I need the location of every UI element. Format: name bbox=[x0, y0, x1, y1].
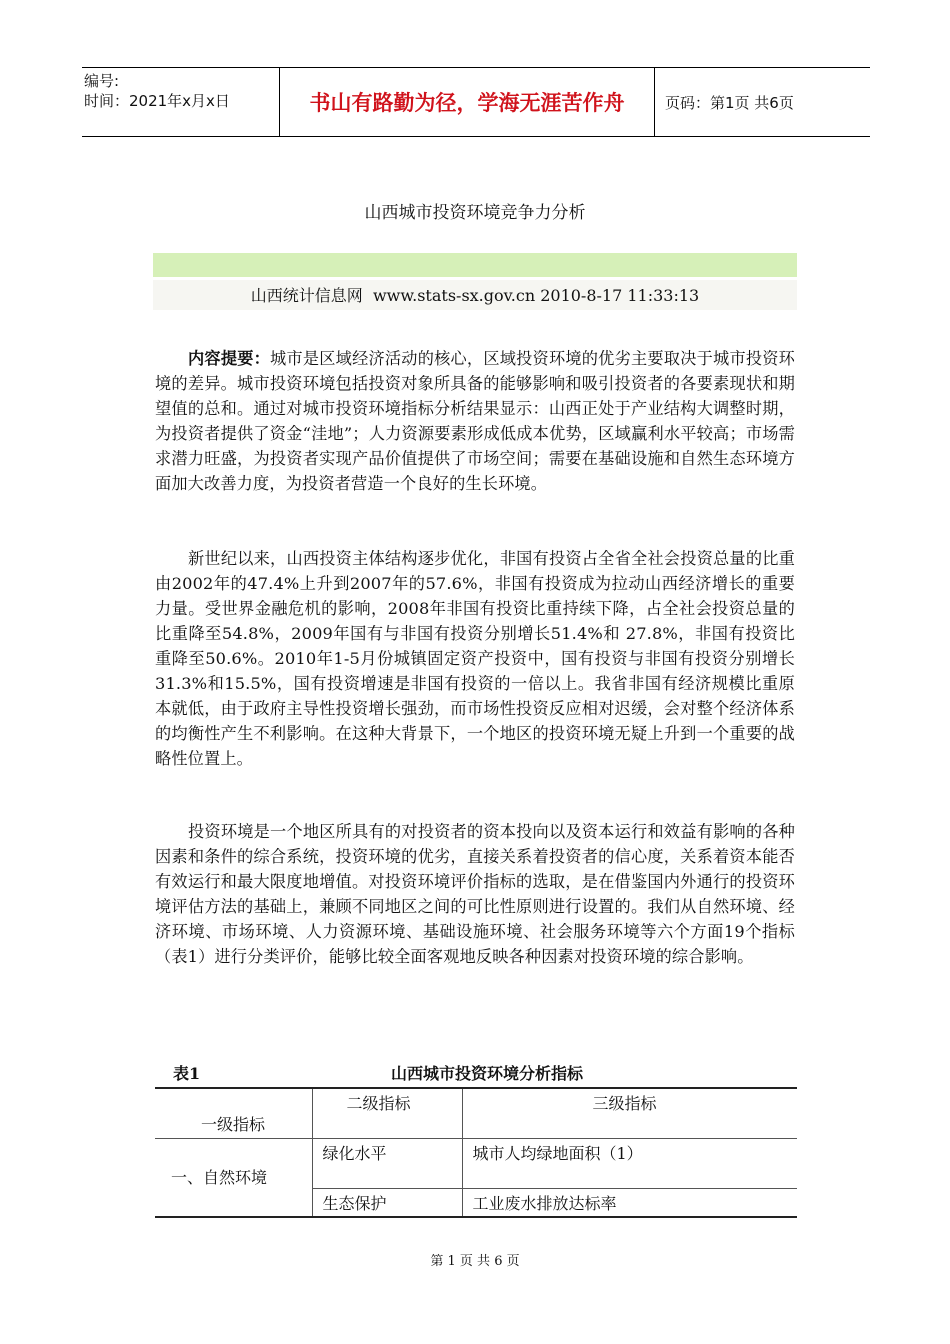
header-meta bbox=[82, 68, 280, 136]
table-row bbox=[155, 1138, 797, 1188]
number-label: 编号: bbox=[84, 72, 120, 90]
header-page-info: 页码：第1页 共6页 bbox=[665, 93, 794, 112]
body-paragraph-3: 投资环境是一个地区所具有的对投资者的资本投向以及资本运行和效益有影响的各种因素和条件的综合系统，投资环境的优劣，直接关系着投资者的信心度，关系着资本能否有效运行和最大限度地增值。对投资环境评价指标的选取，是在借鉴国内外通行的投资环境评估方法的基础上，兼顾不同地区之间的可比性原则进行设置的。我们从自然环境、经济环境、市场环境、人力资源环境、基础设施环境、社会服务环境等六个方面19个指标（表1）进行分类评价，能够比较全面客观地反映各种因素对投资环境的综合影响。 bbox=[155, 822, 795, 966]
summary-text: 城市是区域经济活动的核心，区域投资环境的优劣主要取决于城市投资环境的差异。城市投资环境包括投资对象所具备的能够影响和吸引投资者的各要素现状和期望值的总和。通过对城市投资环境指标分析结果显示：山西正处于产业结构大调整时期，为投资者提供了资金“洼地”；人力资源要素形成低成本优势，区域赢利水平较高；市场需求潜力旺盛，为投资者实现产品价值提供了市场空间；需要在基础设施和自然生态环境方面加大改善力度，为投资者营造一个良好的生长环境。 bbox=[155, 349, 795, 493]
table-header-row bbox=[155, 1088, 797, 1138]
summary-paragraph bbox=[155, 346, 795, 496]
header-motto: 书山有路勤为径，学海无涯苦作舟 bbox=[280, 68, 655, 136]
table-header-cell: 二级指标 bbox=[312, 1088, 462, 1138]
time-label: 时间：2021年x月x日 bbox=[84, 92, 230, 110]
table-header-cell: 三级指标 bbox=[462, 1088, 797, 1138]
table-cell: 生态保护 bbox=[312, 1188, 462, 1217]
article-title: 山西城市投资环境竞争力分析 bbox=[364, 203, 586, 223]
table-header-cell: 一级指标 bbox=[155, 1088, 312, 1138]
source-line: 山西统计信息网 www.stats-sx.gov.cn 2010-8-17 11:33:13 bbox=[153, 280, 797, 310]
page-header bbox=[82, 67, 870, 137]
table-cell: 城市人均绿地面积（1） bbox=[462, 1138, 797, 1188]
table-cell: 绿化水平 bbox=[312, 1138, 462, 1188]
indicator-table bbox=[155, 1087, 797, 1218]
table-cell: 工业废水排放达标率 bbox=[462, 1188, 797, 1217]
table-category-cell: 一、自然环境 bbox=[155, 1138, 312, 1217]
table-caption bbox=[155, 1061, 795, 1085]
body-paragraph-2: 新世纪以来，山西投资主体结构逐步优化，非国有投资占全省全社会投资总量的比重由2002年的47.4%上升到2007年的57.6%，非国有投资成为拉动山西经济增长的重要力量。受世界金融危机的影响，2008年非国有投资比重持续下降，占全社会投资总量的比重降至54.8%，2009年国有与非国有投资分别增长51.4%和 27.8%，非国有投资比重降至50.6%。2010年1-5月份城镇固定资产投资中，国有投资与非国有投资分别增长31.3%和15.5%，国有投资增速是非国有投资的一倍以上。我省非国有经济规模比重原本就低，由于政府主导性投资增长强劲，而市场性投资反应相对迟缓，会对整个经济体系的均衡性产生不利影响。在这种大背景下，一个地区的投资环境无疑上升到一个重要的战略性位置上。 bbox=[155, 549, 795, 768]
summary-label: 内容提要： bbox=[188, 349, 271, 368]
page-footer: 第 1 页 共 6 页 bbox=[430, 1254, 520, 1269]
decorative-band bbox=[153, 253, 797, 277]
table-label: 表1 bbox=[173, 1064, 201, 1083]
table-title: 山西城市投资环境分析指标 bbox=[391, 1064, 584, 1083]
